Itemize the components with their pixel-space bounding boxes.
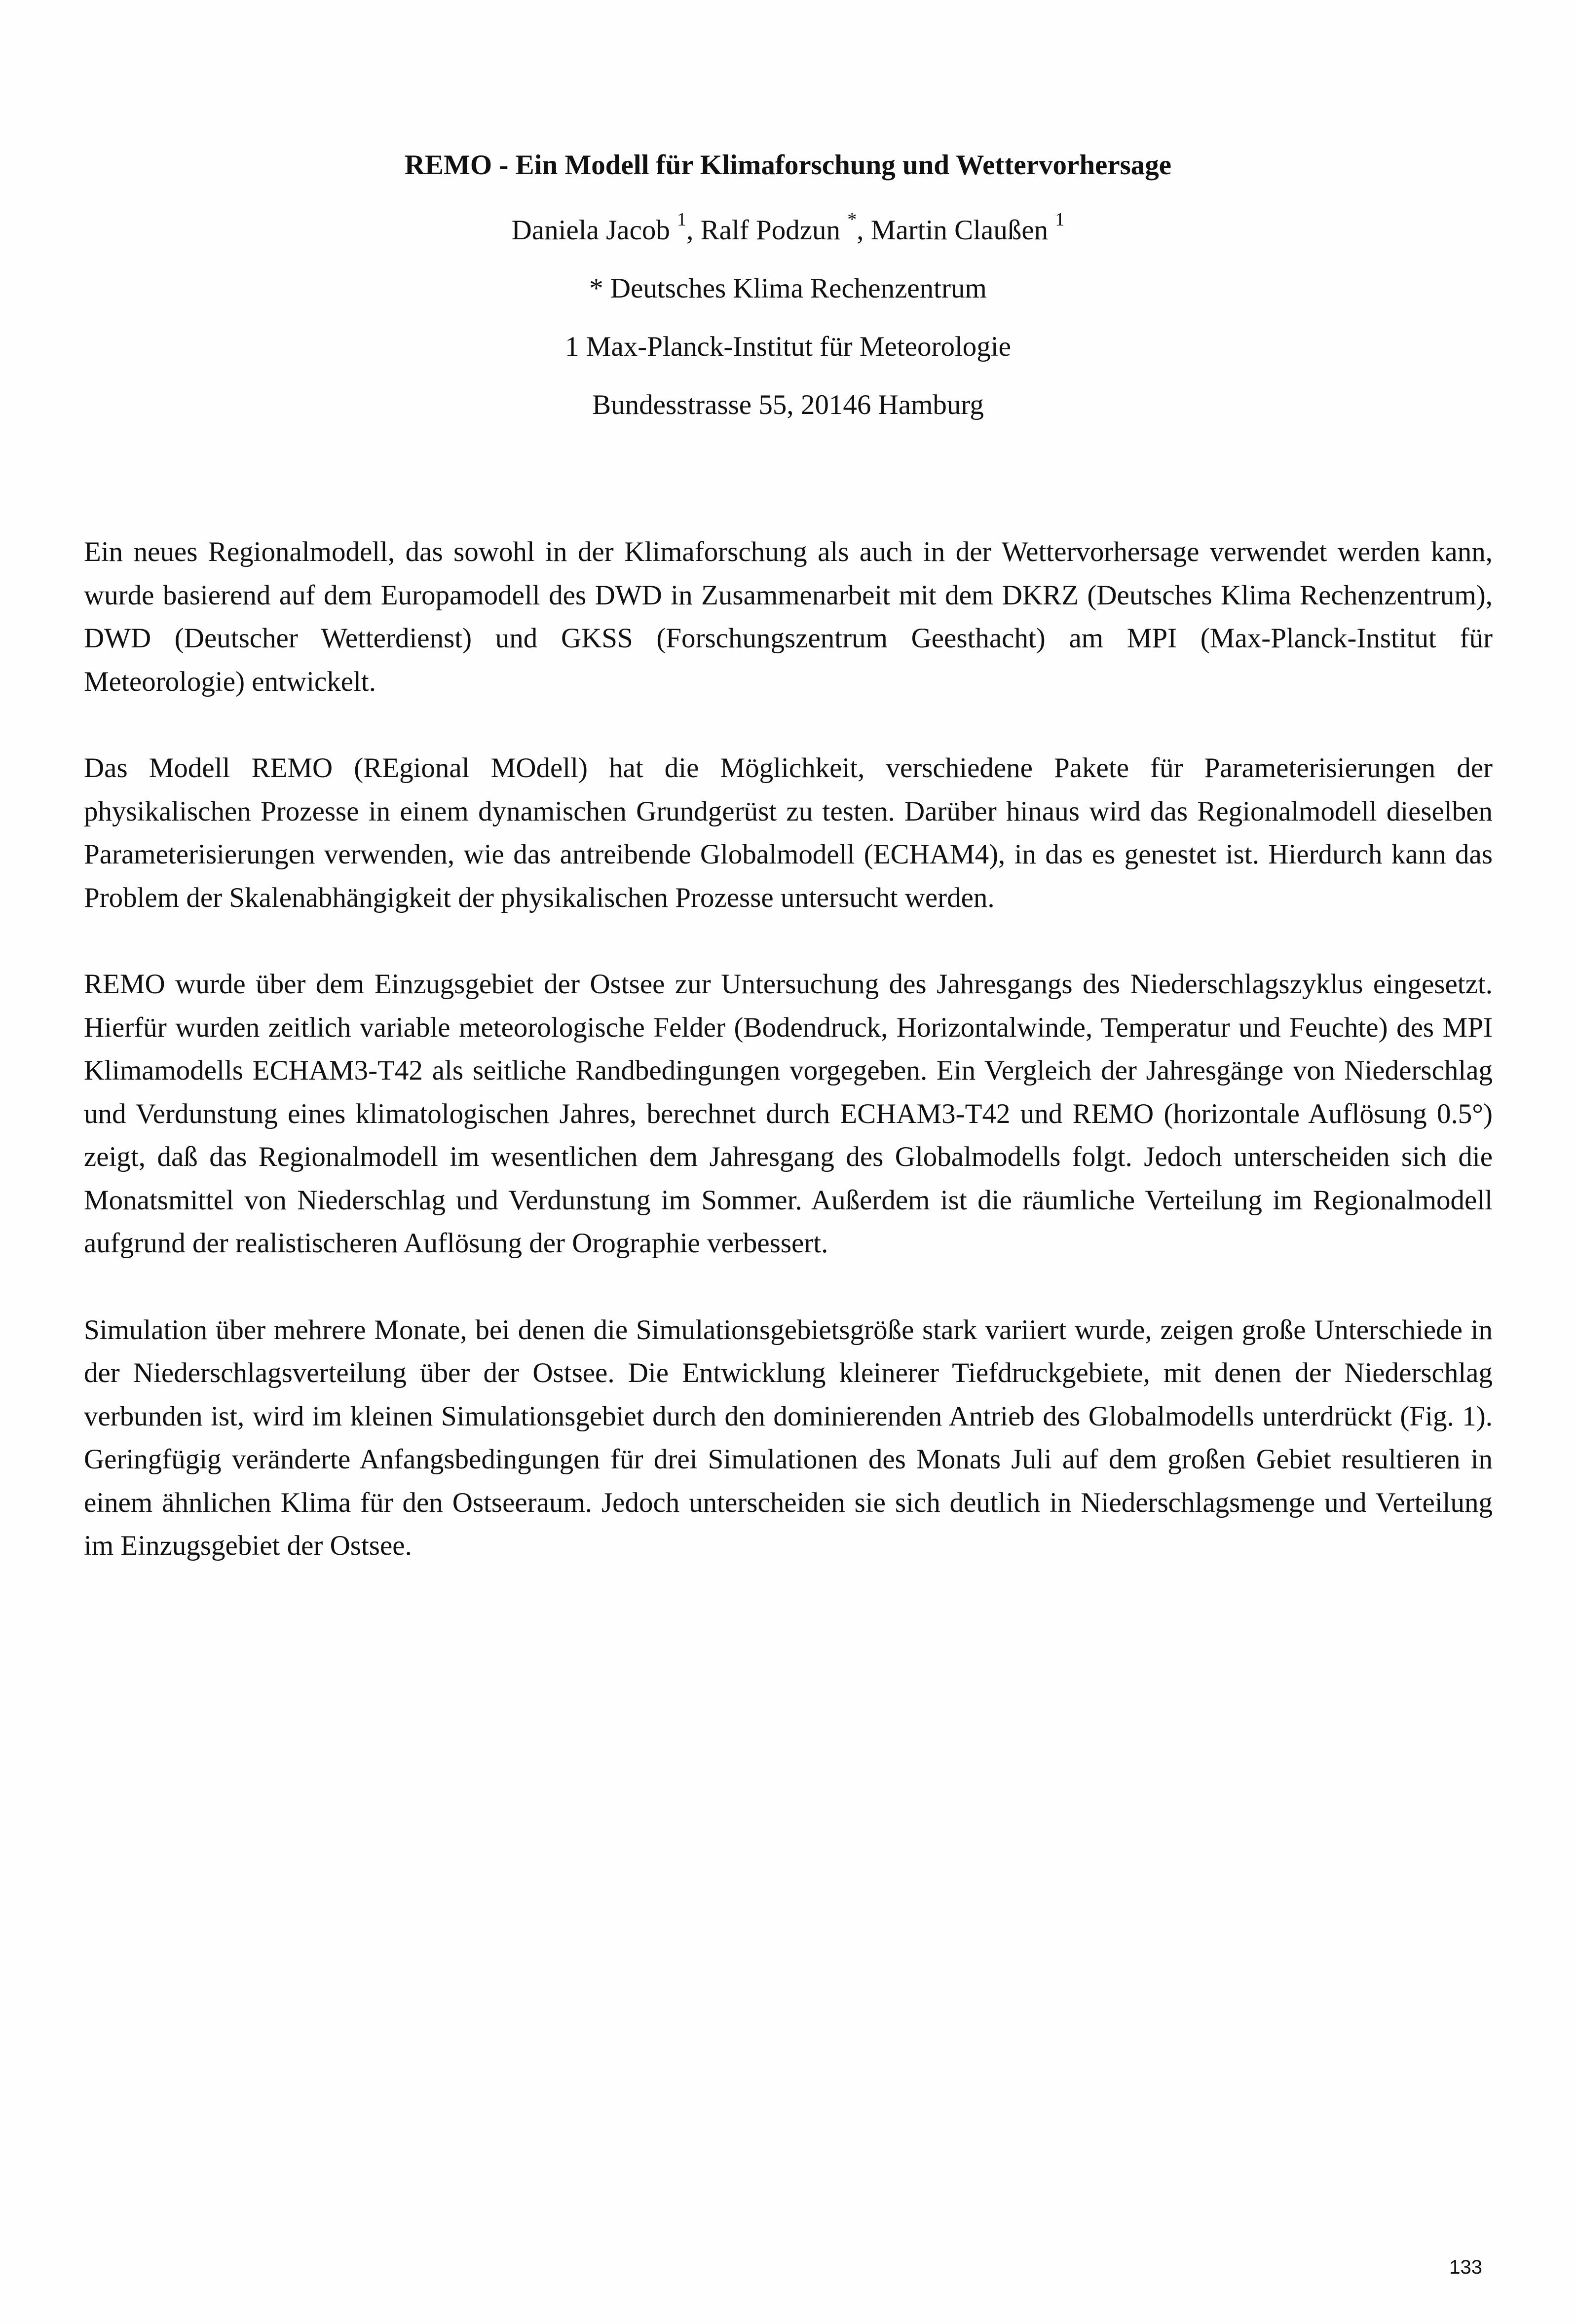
author-affiliation-mark: * — [847, 209, 857, 230]
affiliation-line: * Deutsches Klima Rechenzentrum — [589, 273, 987, 304]
paper-header — [0, 148, 1576, 422]
abstract-body — [84, 530, 1493, 1611]
author-separator: , — [686, 215, 701, 246]
body-paragraph: Simulation über mehrere Monate, bei denen die Simulationsgebietsgröße stark variiert wurde, zeigen große Unterschiede in der Niederschlagsverteilung über der Ostsee. Die Entwicklung kleinerer Tiefdruckgebiete, mit denen der Niederschlag verbunden ist, wird im kleinen Simulationsgebiet durch den dominierenden Antrieb des Globalmodells unterdrückt (Fig. 1). Geringfügig veränderte Anfangsbedingungen für drei Simulationen des Monats Juli auf dem großen Gebiet resultieren in einem ähnlichen Klima für den Ostseeraum. Jedoch unterscheiden sie sich deutlich in Niederschlagsmenge und Verteilung im Einzugsgebiet der Ostsee. — [84, 1314, 1493, 1561]
author-affiliation-mark: 1 — [1055, 209, 1065, 230]
paper-title: REMO - Ein Modell für Klimaforschung und Wettervorhersage — [404, 150, 1172, 181]
page-number: 133 — [1449, 2256, 1482, 2278]
author-name: Martin Claußen — [870, 215, 1049, 246]
body-paragraph: Das Modell REMO (REgional MOdell) hat die Möglichkeit, verschiedene Pakete für Parameterisierungen der physikalischen Prozesse in einem dynamischen Grundgerüst zu testen. Darüber hinaus wird das Regionalmodell dieselben Parameterisierungen verwenden, wie das antreibende Globalmodell (ECHAM4), in das es genestet ist. Hierdurch kann das Problem der Skalenabhängigkeit der physikalischen Prozesse untersucht werden. — [84, 752, 1493, 913]
author-name: Daniela Jacob — [511, 215, 670, 246]
address-line: Bundesstrasse 55, 20146 Hamburg — [592, 389, 984, 420]
author-line — [0, 206, 1576, 248]
author-affiliation-mark: 1 — [677, 209, 687, 230]
author-name: Ralf Podzun — [700, 215, 841, 246]
body-paragraph: Ein neues Regionalmodell, das sowohl in der Klimaforschung als auch in der Wettervorhersage verwendet werden kann, wurde basierend auf dem Europamodell des DWD in Zusammenarbeit mit dem DKRZ (Deutsches Klima Rechenzentrum), DWD (Deutscher Wetterdienst) und GKSS (Forschungszentrum Geesthacht) am MPI (Max-Planck-Institut für Meteorologie) entwickelt. — [84, 536, 1493, 697]
affiliation-line: 1 Max-Planck-Institut für Meteorologie — [565, 331, 1011, 362]
author-separator: , — [857, 215, 871, 246]
body-paragraph: REMO wurde über dem Einzugsgebiet der Ostsee zur Untersuchung des Jahresgangs des Niederschlagszyklus eingesetzt. Hierfür wurden zeitlich variable meteorologische Felder (Bodendruck, Horizontalwinde, Temperatur und Feuchte) des MPI Klimamodells ECHAM3-T42 als seitliche Randbedingungen vorgegeben. Ein Vergleich der Jahresgänge von Niederschlag und Verdunstung eines klimatologischen Jahres, berechnet durch ECHAM3-T42 und REMO (horizontale Auflösung 0.5°) zeigt, daß das Regionalmodell im wesentlichen dem Jahresgang des Globalmodells folgt. Jedoch unterscheiden sich die Monatsmittel von Niederschlag und Verdunstung im Sommer. Außerdem ist die räumliche Verteilung im Regionalmodell aufgrund der realistischeren Auflösung der Orographie verbessert. — [84, 969, 1493, 1259]
